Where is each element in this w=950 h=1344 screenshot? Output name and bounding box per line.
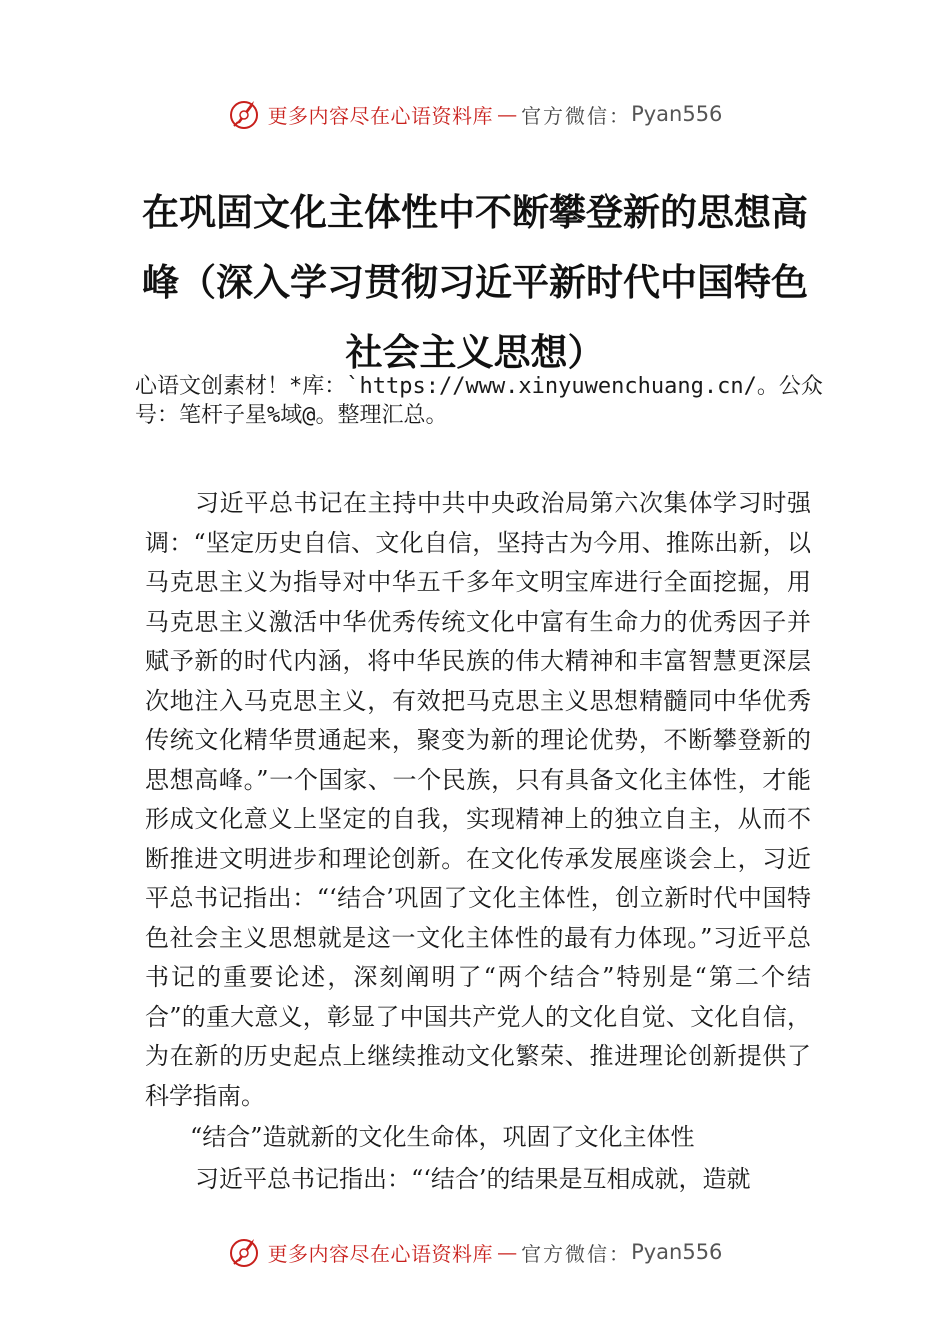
quill-pen-logo-icon: [228, 97, 262, 131]
body-paragraph-1: 习近平总书记在主持中共中央政治局第六次集体学习时强调：“坚定历史自信、文化自信，坚持古为今用、推陈出新，以马克思主义为指导对中华五千多年文明宝库进行全面挖掘，用马克思主义激活中华优秀传统文化中富有生命力的优秀因子并赋予新的时代内涵，将中华民族的伟大精神和丰富智慧更深层次地注入马克思主义，有效把马克思主义思想精髓同中华优秀传统文化精华贯通起来，聚变为新的理论优势，不断攀登新的思想高峰。”一个国家、一个民族，只有具备文化主体性，才能形成文化意义上坚定的自我，实现精神上的独立自主，从而不断推进文明进步和理论创新。在文化传承发展座谈会上，习近平总书记指出：“‘结合’巩固了文化主体性，创立新时代中国特色社会主义思想就是这一文化主体性的最有力体现。”习近平总书记的重要论述，深刻阐明了“两个结合”特别是“第二个结合”的重大意义，彰显了中国共产党人的文化自觉、文化自信，为在新的历史起点上继续推动文化繁荣、推进理论创新提供了科学指南。: [145, 489, 811, 1110]
source-note: 心语文创素材！*库：`https://www.xinyuwenchuang.cn/。公众号：笔杆子星%域@。整理汇总。: [135, 374, 823, 428]
banner-separator: —: [497, 102, 518, 126]
section-subheading: “结合”造就新的文化生命体，巩固了文化主体性: [190, 1123, 695, 1151]
footer-wechat-label: 官方微信：: [521, 1241, 632, 1266]
banner-wechat-label: 官方微信：: [521, 103, 632, 128]
footer-banner: [0, 1230, 950, 1274]
body-paragraph-2: 习近平总书记指出：“‘结合’的结果是互相成就，造就: [195, 1165, 751, 1193]
document-title: 在巩固文化主体性中不断攀登新的思想高峰（深入学习贯彻习近平新时代中国特色社会主义思想）: [142, 191, 808, 374]
banner-wechat-id: Pyan556: [631, 102, 723, 126]
header-banner: [0, 92, 950, 136]
footer-slogan: 更多内容尽在心语资料库: [267, 1241, 494, 1266]
footer-separator: —: [497, 1240, 518, 1264]
quill-pen-logo-icon: [228, 1235, 262, 1269]
banner-slogan: 更多内容尽在心语资料库: [267, 103, 494, 128]
footer-wechat-id: Pyan556: [631, 1240, 723, 1264]
